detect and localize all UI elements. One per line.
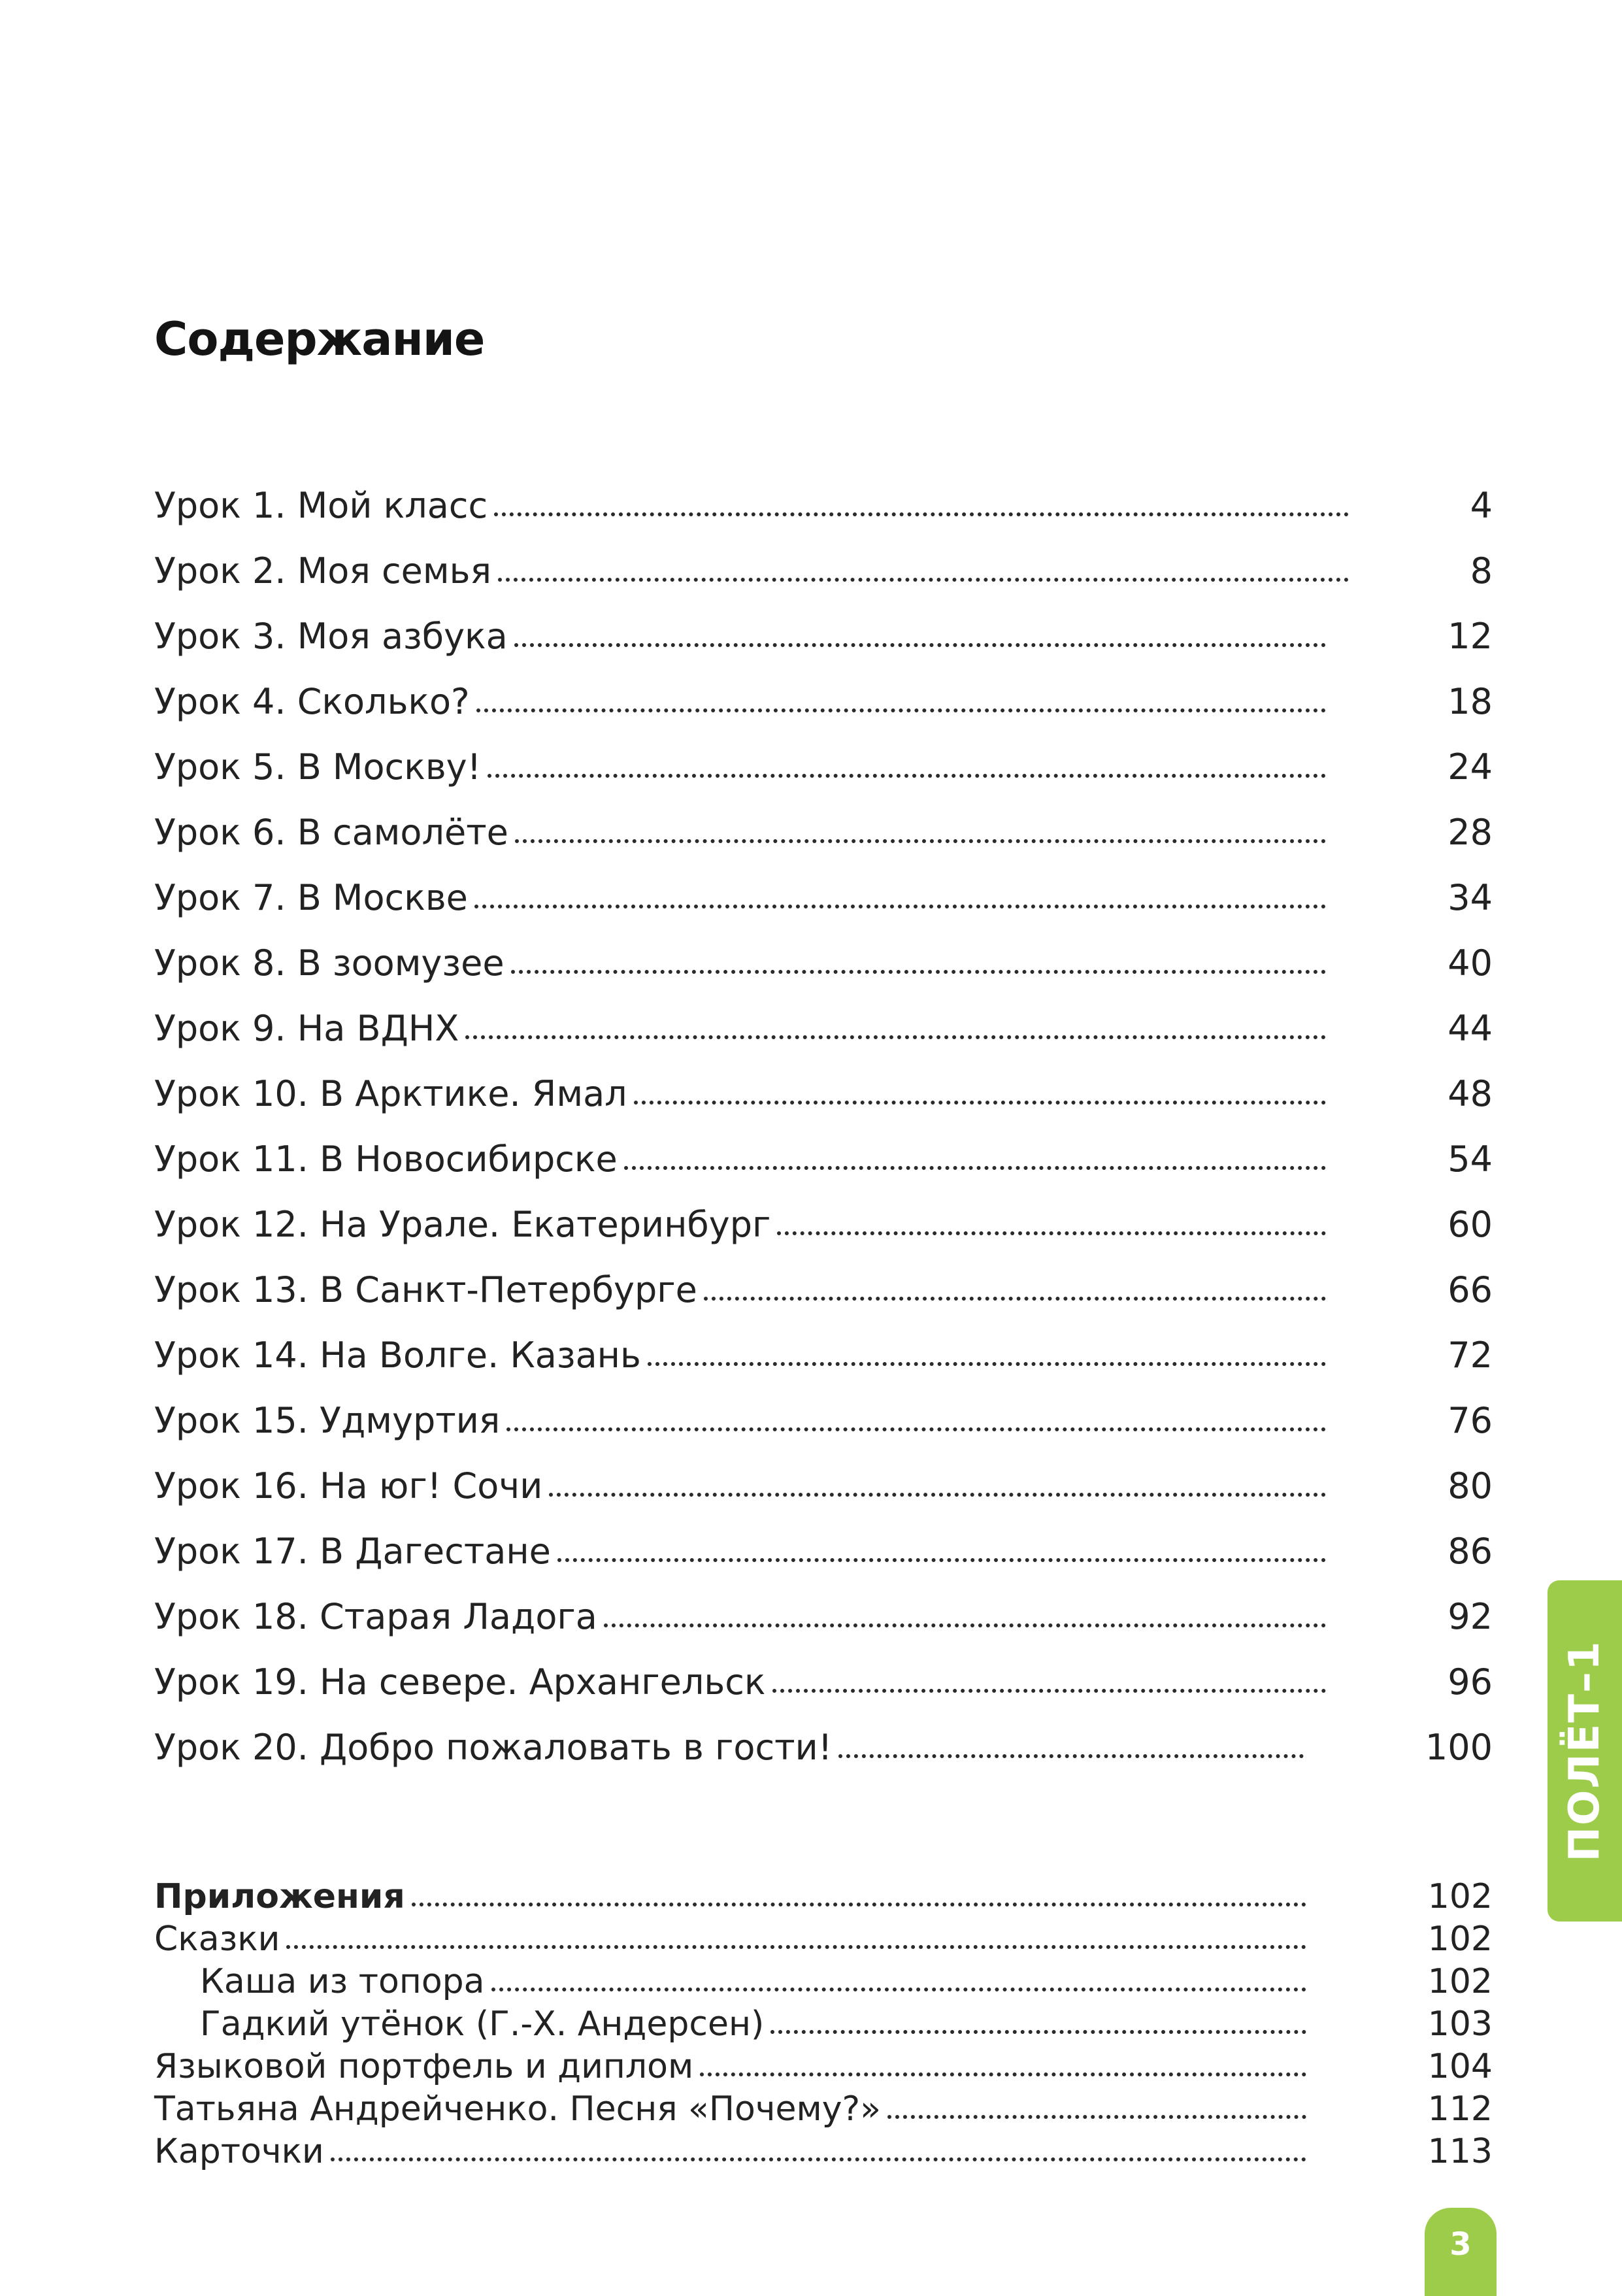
toc-entry-page: 80 [1448, 1465, 1493, 1506]
toc-entry[interactable] [154, 942, 1493, 1008]
dot-leader [488, 774, 1326, 778]
toc-entry-page: 54 [1448, 1139, 1493, 1180]
toc-entry-title: Языковой портфель и диплом [154, 2047, 694, 2086]
book-title-tab [1548, 1580, 1622, 1922]
toc-entry-title: Урок 19. На севере. Архангельск [154, 1661, 766, 1703]
toc-entry-title: Урок 18. Старая Ладога [154, 1596, 597, 1637]
dot-leader [465, 1035, 1326, 1039]
toc-entry-title: Урок 9. На ВДНХ [154, 1008, 459, 1049]
toc-entry-page: 86 [1448, 1531, 1493, 1572]
toc-entry-page: 76 [1448, 1400, 1493, 1441]
toc-entry-page: 28 [1448, 812, 1493, 853]
page-number: 3 [1449, 2225, 1472, 2263]
dot-leader [557, 1558, 1326, 1562]
toc-entry-title: Урок 15. Удмуртия [154, 1400, 501, 1441]
toc-entry-page: 48 [1448, 1073, 1493, 1114]
toc-entry-title: Урок 8. В зоомузее [154, 942, 505, 984]
toc-entry-title: Гадкий утёнок (Г.-Х. Андерсен) [200, 2005, 765, 2044]
toc-entry-title: Приложения [154, 1877, 405, 1916]
toc-entry-title: Урок 1. Мой класс [154, 485, 488, 526]
toc-entry-title: Урок 6. В самолёте [154, 812, 508, 853]
dot-leader [515, 839, 1326, 843]
toc-entry-title: Урок 3. Моя азбука [154, 616, 508, 657]
toc-entry-page: 102 [1427, 1877, 1493, 1916]
toc-entry-title: Каша из топора [200, 1962, 485, 2001]
toc-entry-title: Урок 13. В Санкт-Петербурге [154, 1269, 697, 1310]
toc-entry-appendix[interactable] [154, 2132, 1493, 2174]
toc-entry-appendix[interactable] [154, 2089, 1493, 2132]
toc-entry-title: Урок 16. На юг! Сочи [154, 1465, 543, 1506]
toc-entry-title: Урок 10. В Арктике. Ямал [154, 1073, 627, 1114]
toc-entry[interactable] [154, 1661, 1493, 1727]
dot-leader [704, 1297, 1326, 1301]
toc-entry-page: 96 [1448, 1661, 1493, 1703]
toc-entry-page: 34 [1448, 877, 1493, 918]
toc-entry-page: 12 [1448, 616, 1493, 657]
dot-leader [491, 1988, 1306, 1991]
toc-entry[interactable] [154, 616, 1493, 681]
toc-entry-appendix[interactable] [154, 1920, 1493, 1962]
toc-entry-page: 72 [1448, 1335, 1493, 1376]
toc-entry-title: Сказки [154, 1920, 280, 1959]
toc-entry-page: 92 [1448, 1596, 1493, 1637]
toc-entry[interactable] [154, 1596, 1493, 1661]
toc-entry-page: 8 [1470, 550, 1493, 591]
toc-entry-page: 104 [1427, 2047, 1493, 2086]
toc-entry-page: 66 [1448, 1269, 1493, 1310]
dot-leader [511, 970, 1327, 974]
appendix-list [154, 1877, 1493, 2174]
toc-entry-title: Урок 7. В Москве [154, 877, 468, 918]
book-title-label: ПОЛЁТ–1 [1561, 1640, 1609, 1862]
toc-entry-page: 102 [1427, 1962, 1493, 2001]
toc-entry[interactable] [154, 746, 1493, 812]
dot-leader [648, 1362, 1326, 1366]
dot-leader [772, 1689, 1327, 1693]
toc-entry-page: 4 [1470, 485, 1493, 526]
toc-entry[interactable] [154, 1531, 1493, 1596]
dot-leader [777, 1231, 1326, 1235]
toc-entry-title: Татьяна Андрейченко. Песня «Почему?» [154, 2089, 881, 2129]
dot-leader [634, 1101, 1327, 1105]
toc-entry-page: 102 [1427, 1920, 1493, 1959]
dot-leader [604, 1623, 1326, 1627]
dot-leader [624, 1166, 1327, 1170]
toc-entry-title: Урок 11. В Новосибирске [154, 1139, 618, 1180]
toc-entry-title: Урок 2. Моя семья [154, 550, 491, 591]
toc-entry-page: 44 [1448, 1008, 1493, 1049]
toc-entry-title: Урок 5. В Москву! [154, 746, 482, 788]
dot-leader [887, 2115, 1306, 2119]
dot-leader [700, 2072, 1306, 2076]
toc-entry-page: 60 [1448, 1204, 1493, 1245]
dot-leader [549, 1493, 1326, 1497]
toc-entry-page: 113 [1427, 2132, 1493, 2171]
toc-entry[interactable] [154, 1465, 1493, 1531]
toc-entry-appendix[interactable] [154, 1877, 1493, 1920]
toc-entry-appendix[interactable] [154, 2005, 1493, 2047]
toc-entry[interactable] [154, 485, 1493, 550]
toc-entry[interactable] [154, 1400, 1493, 1465]
lessons-list [154, 485, 1493, 1792]
toc-entry[interactable] [154, 550, 1493, 616]
toc-entry-page: 112 [1427, 2089, 1493, 2129]
toc-entry[interactable] [154, 1727, 1493, 1792]
toc-entry-page: 103 [1427, 2005, 1493, 2044]
page-number-badge [1425, 2208, 1497, 2296]
dot-leader [331, 2157, 1306, 2161]
toc-entry[interactable] [154, 1335, 1493, 1400]
toc-entry-page: 18 [1448, 681, 1493, 722]
dot-leader [770, 2030, 1306, 2034]
toc-entry[interactable] [154, 681, 1493, 746]
dot-leader [474, 905, 1326, 908]
dot-leader [838, 1754, 1304, 1758]
dot-leader [286, 1945, 1306, 1949]
toc-entry-title: Урок 4. Сколько? [154, 681, 470, 722]
toc-entry-appendix[interactable] [154, 1962, 1493, 2005]
dot-leader [506, 1427, 1326, 1431]
toc-entry-title: Карточки [154, 2132, 324, 2171]
toc-entry[interactable] [154, 1008, 1493, 1073]
toc-entry[interactable] [154, 812, 1493, 877]
toc-entry-page: 100 [1425, 1727, 1493, 1768]
dot-leader [494, 512, 1348, 516]
toc-entry-page: 40 [1448, 942, 1493, 984]
toc-entry-title: Урок 12. На Урале. Екатеринбург [154, 1204, 771, 1245]
toc-entry-title: Урок 20. Добро пожаловать в гости! [154, 1727, 833, 1768]
dot-leader [514, 643, 1327, 647]
toc-entry[interactable] [154, 1204, 1493, 1269]
dot-leader [498, 578, 1349, 582]
toc-entry[interactable] [154, 877, 1493, 942]
dot-leader [412, 1903, 1306, 1906]
toc-entry-appendix[interactable] [154, 2047, 1493, 2089]
toc-entry-page: 24 [1448, 746, 1493, 788]
toc-entry-title: Урок 17. В Дагестане [154, 1531, 551, 1572]
toc-entry-title: Урок 14. На Волге. Казань [154, 1335, 641, 1376]
toc-entry[interactable] [154, 1139, 1493, 1204]
dot-leader [476, 708, 1327, 712]
page-title: Содержание [154, 312, 485, 366]
toc-entry[interactable] [154, 1269, 1493, 1335]
toc-entry[interactable] [154, 1073, 1493, 1139]
